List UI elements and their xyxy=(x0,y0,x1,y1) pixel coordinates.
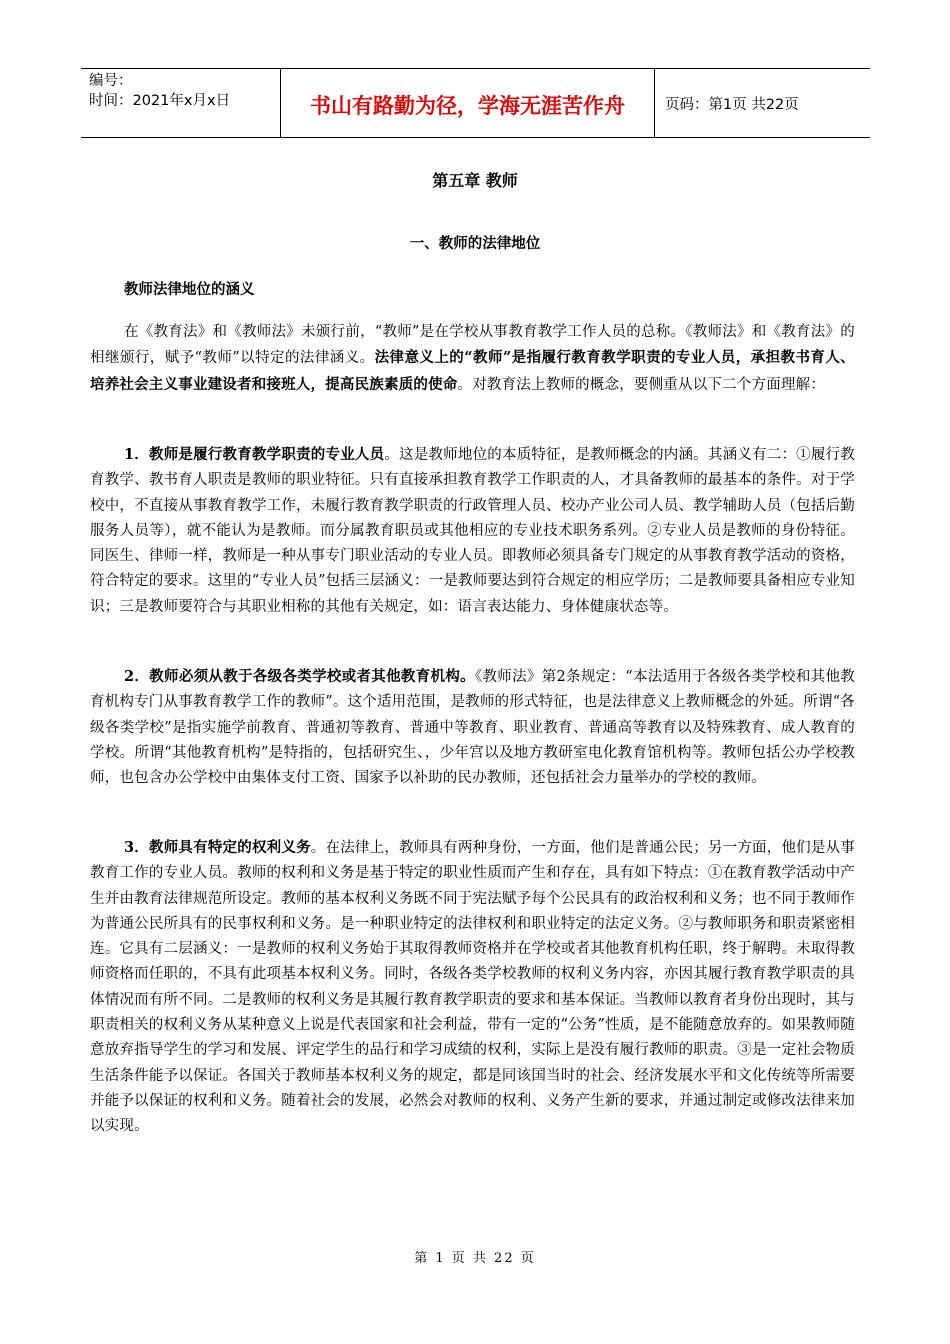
paragraph-2-text: 。这是教师地位的本质特征，是教师概念的内涵。其涵义有二：①履行教育教学、教书育人职责是教师的职业特征。只有直接承担教育教学工作职责的人，才具备教师的最基本的条件。对于学校中，不直接从事教育教学工作，未履行教育教学职责的行政管理人员、校办产业公司人员、教学辅助人员（包括后勤服务人员等），就不能认为是教师。而分属教育职员或其他相应的专业技术职务系列。②专业人员是教师的身份特征。同医生、律师一样，教师是一种从事专门职业活动的专业人员。即教师必须具备专门规定的从事教育教学活动的资格，符合特定的要求。这里的“专业人员”包括三层涵义：一是教师要达到符合规定的相应学历；二是教师要具备相应专业知识；三是教师要符合与其职业相称的其他有关规定，如：语言表达能力、身体健康状态等。 xyxy=(90,447,855,615)
paragraph-4-text: 。在法律上，教师具有两种身份，一方面，他们是普通公民；另一方面，他们是从事教育工作的专业人员。教师的权利和义务是基于特定的职业性质而产生和存在，具有如下特点：①在教育教学活动中产生并由教育法律规范所设定。教师的基本权利义务既不同于宪法赋予每个公民具有的政治权利和义务；也不同于教师作为普通公民所具有的民事权利和义务。是一种职业特定的法律权利和职业特定的法定义务。②与教师职务和职责紧密相连。它具有二层涵义：一是教师的权利义务始于其取得教师资格并在学校或者其他教育机构任职，终于解聘。未取得教师资格而任职的，不具有此项基本权利义务。同时，各级各类学校教师的权利义务内容，亦因其履行教育教学职责的具体情况而有所不同。二是教师的权利义务是其履行教育教学职责的要求和基本保证。当教师以教育者身份出现时，其与职责相关的权利义务从某种意义上说是代表国家和社会利益，带有一定的“公务”性质，是不能随意放弃的。如果教师随意放弃指导学生的学习和发展、评定学生的品行和学习成绩的权利，实际上是没有履行教师的职责。③是一定社会物质生活条件能予以保证。各国关于教师基本权利义务的规定，都是同该国当时的社会、经济发展水平和文化传统等所需要并能予以保证的权利和义务。随着社会的发展，必然会对教师的权利、义务产生新的要求，并通过制定或修改法律来加以实现。 xyxy=(90,840,855,1135)
header-table xyxy=(81,68,870,138)
subheading: 教师法律地位的涵义 xyxy=(124,281,255,298)
paragraph-2 xyxy=(90,442,855,620)
paragraph-1 xyxy=(90,320,855,398)
paragraph-3-bold: 2．教师必须从教于各级各类学校或者其他教育机构。 xyxy=(124,668,475,685)
header-meta xyxy=(81,69,281,137)
header-motto: 书山有路勤为径，学海无涯苦作舟 xyxy=(281,69,655,137)
paragraph-1-text-a: 在《教育法》和《教师法》未颁行前，“教师”是在学校从事教育教学工作人员的总称。《教师法》和《教育法》的相继颁行，赋予“教师”以特定的法律涵义。 xyxy=(90,324,855,367)
paragraph-4 xyxy=(90,835,855,1140)
paragraph-1-text-c: 。对教育法上教师的概念，要侧重从以下二个方面理解： xyxy=(457,376,825,393)
header-page-info: 页码：第1页 共22页 xyxy=(665,96,799,113)
paragraph-3 xyxy=(90,664,855,791)
paragraph-2-bold: 1．教师是履行教育教学职责的专业人员 xyxy=(124,446,385,463)
time-label: 时间：2021年x月x日 xyxy=(89,93,231,109)
number-label: 编号： xyxy=(89,73,133,89)
paragraph-1-bold: 法律意义上的“教师”是指履行教育教学职责的专业人员，承担教书育人、培养社会主义事业建设者和接班人，提高民族素质的使命 xyxy=(90,349,855,393)
chapter-title: 第五章 教师 xyxy=(432,171,518,190)
section-title: 一、教师的法律地位 xyxy=(409,235,541,252)
page-footer: 第 1 页 共 22 页 xyxy=(414,1251,536,1266)
paragraph-3-text: 《教师法》第2条规定：“本法适用于各级各类学校和其他教育机构专门从事教育教学工作的教师”。这个适用范围，是教师的形式特征，也是法律意义上教师概念的外延。所谓“各级各类学校”是指实施学前教育、普通初等教育、普通中等教育、职业教育、普通高等教育以及特殊教育、成人教育的学校。所谓“其他教育机构”是特指的，包括研究生、，少年宫以及地方教研室电化教育馆机构等。教师包括公办学校教师，也包含办公学校中由集体支付工资、国家予以补助的民办教师，还包括社会力量举办的学校的教师。 xyxy=(90,669,855,787)
paragraph-4-bold: 3．教师具有特定的权利义务 xyxy=(124,839,311,856)
